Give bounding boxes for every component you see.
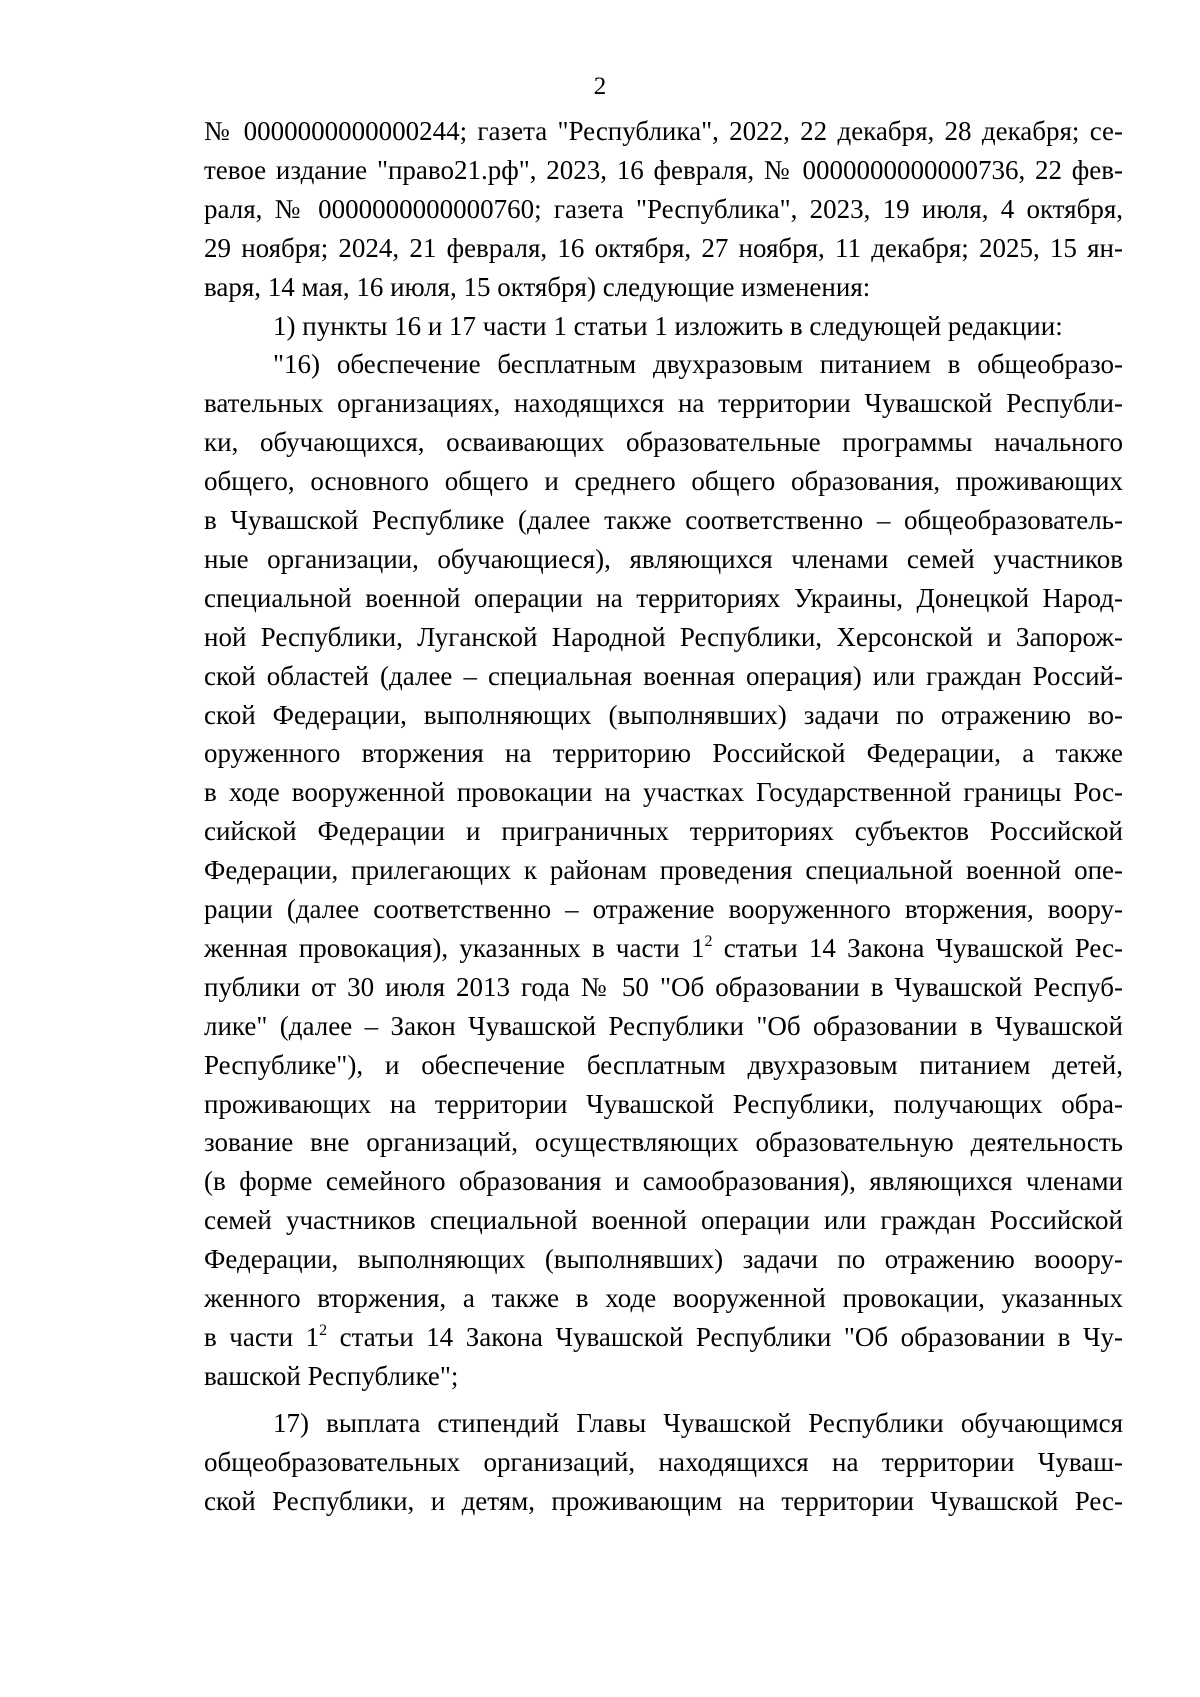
text-line: [204, 1162, 1123, 1200]
text-line: [204, 968, 1123, 1006]
text-line-content: ской областей (далее – специальная военная операция) или граждан Россий-: [204, 660, 1123, 691]
text-line: [204, 229, 1123, 267]
text-line-content: тевое издание "право21.рф", 2023, 16 февраля, № 0000000000000736, 22 фев-: [204, 154, 1123, 185]
text-line-content: женная провокация), указанных в части 1: [204, 932, 705, 963]
text-line: [273, 345, 1123, 383]
text-line: [204, 1357, 1123, 1395]
text-line-content: 1) пункты 16 и 17 части 1 статьи 1 изложить в следующей редакции:: [273, 310, 1063, 341]
text-line: [204, 540, 1123, 578]
text-line: [204, 618, 1123, 656]
text-line-content: общеобразовательных организаций, находящихся на территории Чуваш-: [204, 1446, 1123, 1477]
text-line-content: Федерации, выполняющих (выполнявших) задачи по отражению вооору-: [204, 1244, 1123, 1275]
text-line-content: специальной военной операции на территориях Украины, Донецкой Народ-: [204, 582, 1123, 613]
text-line-content: в части 1: [204, 1321, 320, 1352]
text-line: [204, 734, 1123, 772]
text-line-content: семей участников специальной военной операции или граждан Российской: [204, 1205, 1123, 1236]
text-line: [204, 501, 1123, 539]
text-line-content: варя, 14 мая, 16 июля, 15 октября) следующие изменения:: [204, 271, 871, 302]
text-line-content: в Чувашской Республике (далее также соответственно – общеобразователь-: [204, 505, 1123, 535]
text-line-content: публики от 30 июля 2013 года № 50 "Об образовании в Чувашской Респуб-: [204, 971, 1123, 1002]
text-line-content: рации (далее соответственно – отражение вооруженного вторжения, воору-: [204, 894, 1123, 924]
text-line: [204, 657, 1123, 695]
text-line: [204, 151, 1123, 189]
text-line-content: ной Республики, Луганской Народной Республики, Херсонской и Запорож-: [204, 621, 1123, 652]
text-line: [204, 1201, 1123, 1239]
text-line: [204, 423, 1123, 461]
text-line-content: (в форме семейного образования и самообразования), являющихся членами: [204, 1166, 1123, 1197]
text-line-content: Республике"), и обеспечение бесплатным двухразовым питанием детей,: [204, 1049, 1123, 1080]
text-line-content: ки, обучающихся, осваивающих образовательные программы начального: [204, 427, 1123, 458]
text-line-content: вашской Республике";: [204, 1360, 459, 1391]
text-line-content: № 0000000000000244; газета "Республика", 2022, 22 декабря, 28 декабря; се-: [204, 116, 1123, 146]
text-line-content: сийской Федерации и приграничных территориях субъектов Российской: [204, 816, 1123, 847]
text-line: [204, 1007, 1123, 1045]
text-line: [204, 696, 1123, 734]
text-line-content: общего, основного общего и среднего общего образования, проживающих: [204, 466, 1123, 497]
text-line: [204, 851, 1123, 889]
text-line-content: 29 ноября; 2024, 21 февраля, 16 октября, 27 ноября, 11 декабря; 2025, 15 ян-: [204, 232, 1123, 263]
text-line: [273, 307, 1123, 345]
text-line: [204, 812, 1123, 850]
text-line-content: лике" (далее – Закон Чувашской Республики "Об образовании в Чувашской: [204, 1010, 1123, 1041]
superscript: 2: [319, 1321, 328, 1339]
text-line-content: ные организации, обучающиеся), являющихся членами семей участников: [204, 543, 1123, 574]
text-line: [204, 890, 1123, 928]
text-line: [204, 190, 1123, 228]
text-line: [204, 268, 1123, 306]
text-line: [204, 1443, 1123, 1481]
text-line-content: проживающих на территории Чувашской Республики, получающих обра-: [204, 1088, 1123, 1119]
text-line: [204, 579, 1123, 617]
text-line: [204, 112, 1123, 150]
text-line-content: "16) обеспечение бесплатным двухразовым питанием в общеобразо-: [273, 349, 1123, 380]
text-line: [204, 462, 1123, 500]
text-line: [204, 1318, 1123, 1356]
text-line: [204, 929, 1123, 967]
text-line-content: ской Федерации, выполняющих (выполнявших) задачи по отражению во-: [204, 699, 1123, 730]
text-line: [204, 1240, 1123, 1278]
text-line: [204, 384, 1123, 422]
text-line-content: ской Республики, и детям, проживающим на территории Чувашской Рес-: [204, 1485, 1123, 1516]
text-line-content: 17) выплата стипендий Главы Чувашской Республики обучающимся: [273, 1407, 1123, 1438]
text-line: [204, 1123, 1123, 1161]
text-line-content: Федерации, прилегающих к районам проведения специальной военной опе-: [204, 855, 1123, 886]
text-line-content: раля, № 0000000000000760; газета "Республика", 2023, 19 июля, 4 октября,: [204, 193, 1123, 224]
text-line-continuation: статьи 14 Закона Чувашской Республики "Об образовании в Чу-: [327, 1321, 1123, 1352]
page-number: 2: [593, 73, 607, 100]
text-line-content: женного вторжения, а также в ходе вооруженной провокации, указанных: [204, 1283, 1123, 1313]
superscript: 2: [704, 932, 713, 950]
text-line: [204, 773, 1123, 811]
text-line-content: вательных организациях, находящихся на территории Чувашской Республи-: [204, 388, 1123, 419]
text-line-content: оруженного вторжения на территорию Российской Федерации, а также: [204, 738, 1123, 769]
text-line-content: зование вне организаций, осуществляющих образовательную деятельность: [204, 1127, 1123, 1158]
text-line: [273, 1404, 1123, 1442]
text-line: [204, 1482, 1123, 1520]
text-line: [204, 1085, 1123, 1123]
text-line-content: в ходе вооруженной провокации на участках Государственной границы Рос-: [204, 777, 1123, 808]
text-line: [204, 1279, 1123, 1317]
text-line-continuation: статьи 14 Закона Чувашской Рес-: [712, 932, 1123, 963]
text-line: [204, 1046, 1123, 1084]
